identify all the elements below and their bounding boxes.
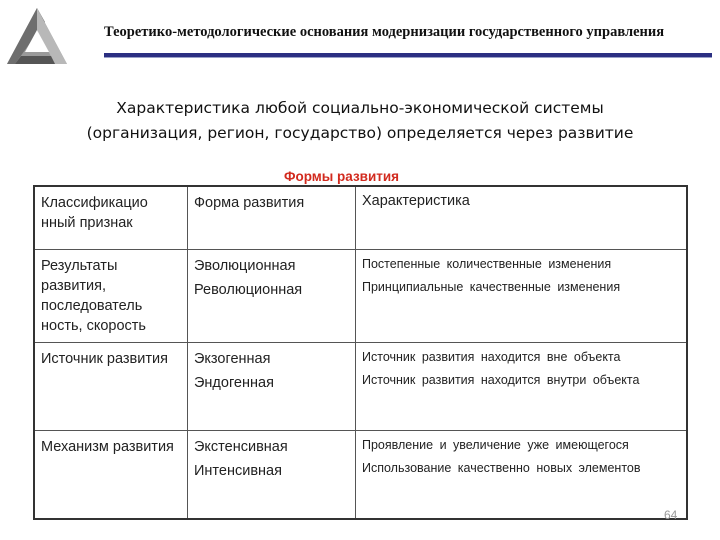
header-cell-feature: Классификацио нный признак xyxy=(34,186,188,250)
form-item: Экстенсивная xyxy=(194,439,288,455)
header-cell-characteristic: Характеристика xyxy=(356,186,688,250)
form-item: Экзогенная xyxy=(194,351,271,367)
characteristic-item: Проявление и увеличение уже имеющегося xyxy=(362,438,629,452)
slide-title-line-2: (организация, регион, государство) определяется через развитие xyxy=(86,124,634,142)
impossible-triangle-logo-icon xyxy=(5,6,69,68)
form-cell xyxy=(188,343,356,431)
characteristic-item: Принципиальные качественные изменения xyxy=(362,280,621,294)
characteristic-cell xyxy=(356,250,688,343)
feature-cell: Результаты развития, последователь ность, скорость xyxy=(34,250,188,343)
slide-title xyxy=(40,96,680,146)
characteristic-item: Источник развития находится вне объекта xyxy=(362,350,621,364)
characteristic-cell xyxy=(356,343,688,431)
form-item: Эндогенная xyxy=(194,375,274,391)
table-header-row xyxy=(34,186,687,250)
table-subtitle: Формы развития xyxy=(283,169,400,184)
characteristic-item: Использование качественно новых элементов xyxy=(362,461,641,475)
slide-title-line-1: Характеристика любой социально-экономической системы xyxy=(116,99,604,117)
form-item: Эволюционная xyxy=(194,258,296,274)
characteristic-cell xyxy=(356,431,688,519)
header-rule-thin xyxy=(104,57,712,58)
feature-cell: Источник развития xyxy=(34,343,188,431)
table-row xyxy=(34,343,687,431)
characteristic-item: Постепенные количественные изменения xyxy=(362,257,612,271)
form-cell xyxy=(188,431,356,519)
header-cell-form: Форма развития xyxy=(188,186,356,250)
form-item: Революционная xyxy=(194,282,303,298)
page-number: 64 xyxy=(664,508,678,522)
form-cell xyxy=(188,250,356,343)
form-item: Интенсивная xyxy=(194,463,282,479)
characteristic-item: Источник развития находится внутри объекта xyxy=(362,373,640,387)
development-forms-table xyxy=(33,185,688,520)
table-row xyxy=(34,250,687,343)
table-row xyxy=(34,431,687,519)
header-title: Теоретико-методологические основания модернизации государственного управления xyxy=(104,24,665,40)
feature-cell: Механизм развития xyxy=(34,431,188,519)
